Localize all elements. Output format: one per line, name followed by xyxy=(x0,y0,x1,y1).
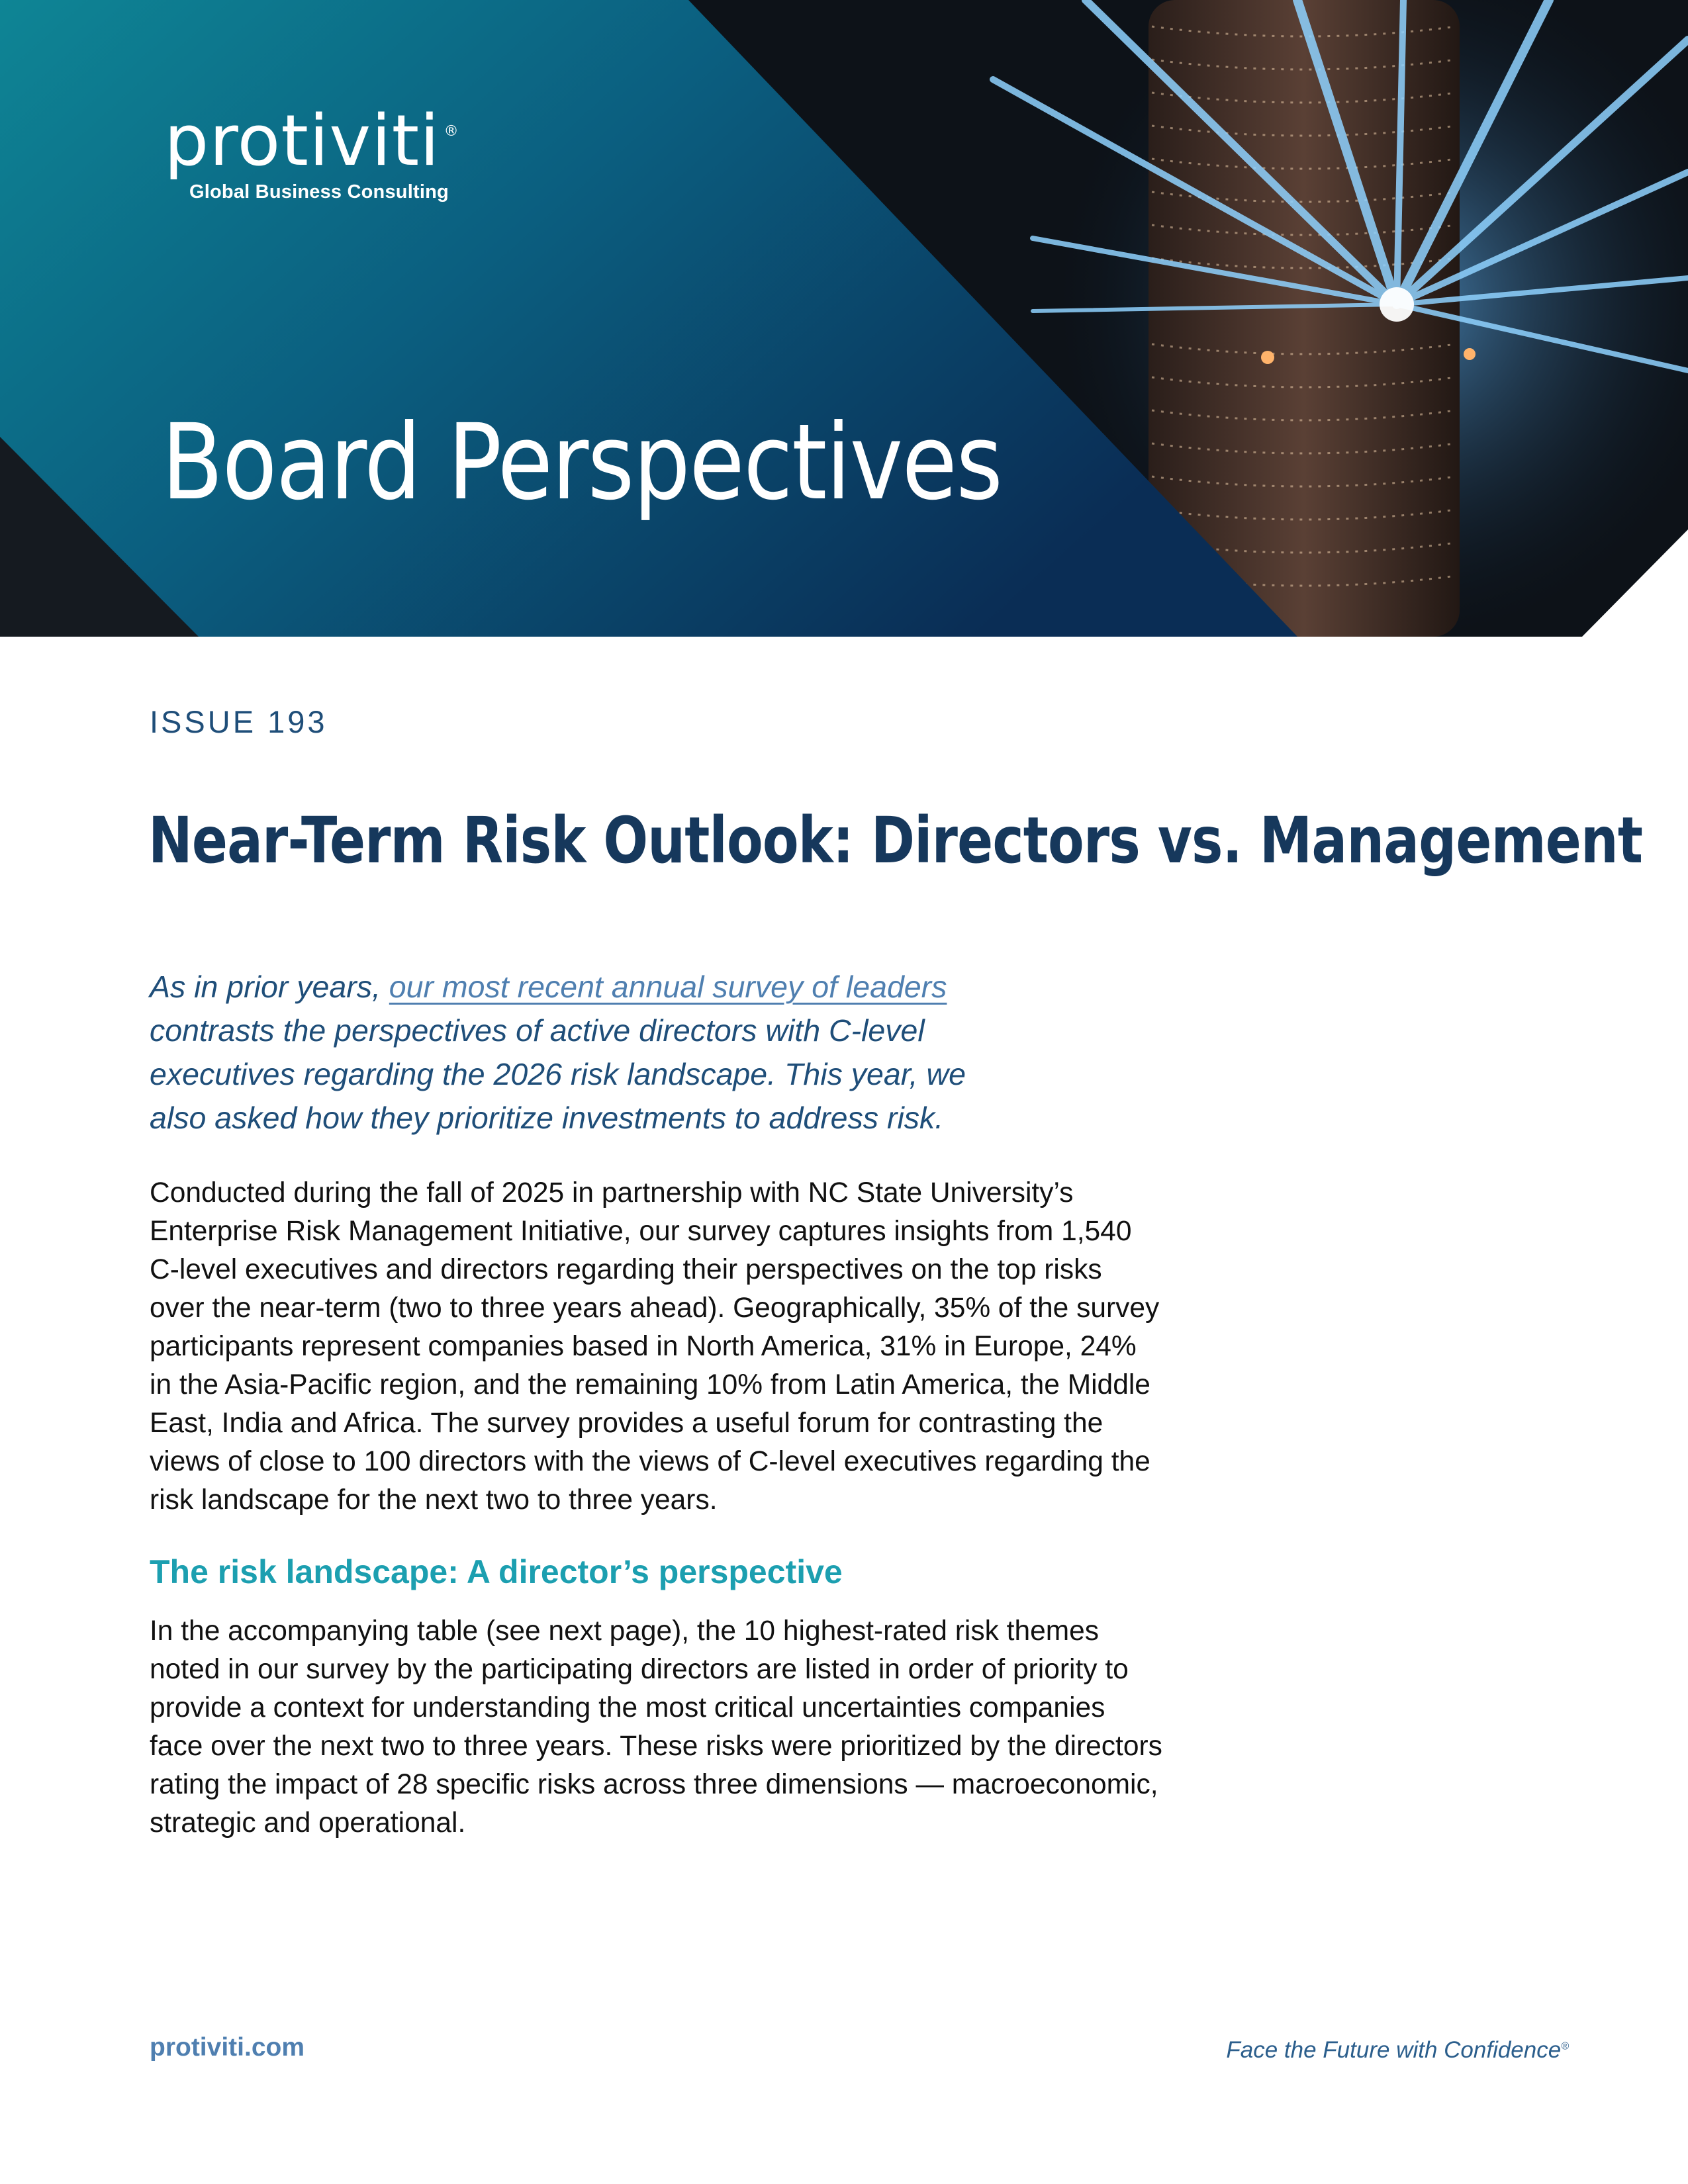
tagline-registered-mark: ® xyxy=(1561,2040,1569,2052)
risk-landscape-paragraph xyxy=(150,1612,1275,1843)
section-heading: The risk landscape: A director’s perspective xyxy=(150,1553,843,1590)
text-line: provide a context for understanding the most critical uncertainties companies xyxy=(150,1692,1105,1723)
text-line: over the near-term (two to three years ahead). Geographically, 35% of the survey xyxy=(150,1293,1160,1324)
page-title: Near-Term Risk Outlook: Directors vs. Management xyxy=(148,803,1643,878)
lead-line: also asked how they prioritize investments to address risk. xyxy=(150,1101,944,1135)
footer-tagline xyxy=(1226,2037,1569,2064)
text-line: Conducted during the fall of 2025 in partnership with NC State University’s xyxy=(150,1177,1074,1208)
hero-artwork xyxy=(0,0,1688,637)
text-line: East, India and Africa. The survey provides a useful forum for contrasting the xyxy=(150,1408,1103,1439)
publication-title: Board Perspectives xyxy=(162,402,1002,523)
lead-prefix: As in prior years, xyxy=(150,970,389,1004)
hero-banner xyxy=(0,0,1688,637)
brand-registered-mark: ® xyxy=(444,123,459,140)
issue-number: ISSUE 193 xyxy=(150,704,328,739)
text-line: In the accompanying table (see next page), the 10 highest-rated risk themes xyxy=(150,1615,1100,1647)
text-line: rating the impact of 28 specific risks across three dimensions — macroeconomic, xyxy=(150,1769,1158,1800)
tagline-text: Face the Future with Confidence xyxy=(1226,2037,1562,2063)
intro-paragraph xyxy=(150,1174,1275,1520)
text-line: participants represent companies based in North America, 31% in Europe, 24% xyxy=(150,1331,1137,1362)
text-line: Enterprise Risk Management Initiative, our survey captures insights from 1,540 xyxy=(150,1216,1132,1247)
brand-wordmark: protiviti xyxy=(164,100,440,181)
lead-line: contrasts the perspectives of active directors with C-level xyxy=(150,1013,925,1048)
text-line: strategic and operational. xyxy=(150,1807,466,1839)
survey-link[interactable]: our most recent annual survey of leaders xyxy=(389,970,947,1004)
brand-tagline: Global Business Consulting xyxy=(189,181,449,203)
text-line: C-level executives and directors regarding their perspectives on the top risks xyxy=(150,1254,1102,1285)
lead-paragraph xyxy=(150,965,1143,1140)
text-line: risk landscape for the next two to three years. xyxy=(150,1484,718,1516)
lead-line: executives regarding the 2026 risk landscape. This year, we xyxy=(150,1057,966,1091)
text-line: face over the next two to three years. These risks were prioritized by the directors xyxy=(150,1731,1162,1762)
footer-website-link[interactable]: protiviti.com xyxy=(150,2033,305,2062)
text-line: views of close to 100 directors with the views of C-level executives regarding the xyxy=(150,1446,1150,1477)
text-line: in the Asia-Pacific region, and the remaining 10% from Latin America, the Middle xyxy=(150,1369,1150,1400)
text-line: noted in our survey by the participating directors are listed in order of priority to xyxy=(150,1654,1129,1685)
protiviti-logo[interactable] xyxy=(164,100,459,203)
